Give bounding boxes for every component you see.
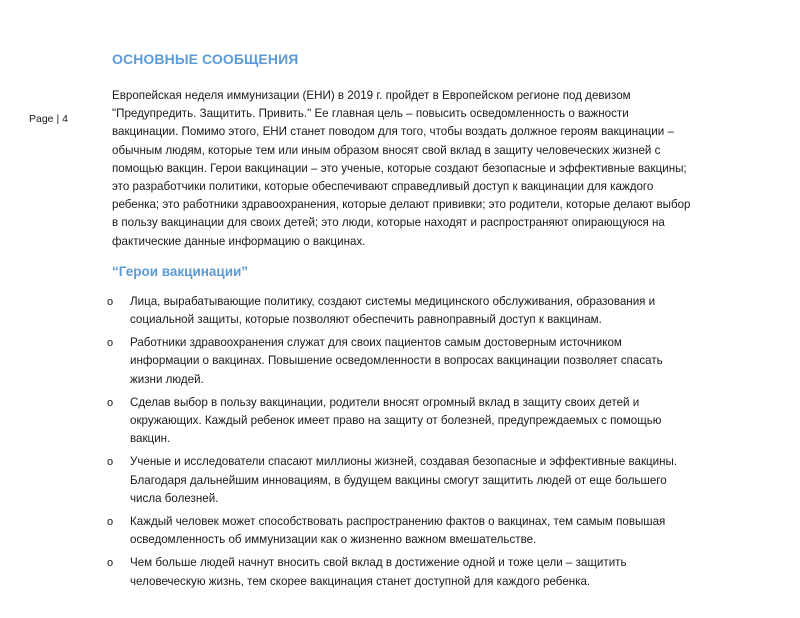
list-item: [107, 334, 694, 389]
list-item-text: Сделав выбор в пользу вакцинации, родители вносят огромный вклад в защиту своих детей и окружающих. Каждый ребенок имеет право на защиту от болезней, предупреждаемых с помощью вакцин.: [130, 395, 662, 446]
list-item-text: Лица, вырабатывающие политику, создают системы медицинского обслуживания, образования и социальной защиты, которые позволяют обеспечить равноправный доступ к вакцинам.: [130, 294, 656, 327]
bullet-marker-icon: o: [107, 516, 114, 529]
list-item: [107, 394, 694, 449]
bullet-marker-icon: o: [107, 396, 114, 409]
list-item-text: Работники здравоохранения служат для своих пациентов самым достоверным источником информации о вакцинах. Повышение осведомленности в вопросах вакцинации позволяет спасать жизни людей.: [130, 336, 663, 386]
subheading: “Герои вакцинации”: [112, 263, 249, 279]
section-title: ОСНОВНЫЕ СООБЩЕНИЯ: [112, 51, 299, 67]
bullet-marker-icon: o: [107, 295, 114, 308]
page-number: Page | 4: [29, 113, 68, 125]
list-item-text: Чем больше людей начнут вносить свой вклад в достижение одной и тоже цели – защитить человеческую жизнь, тем скорее вакцинация станет доступной для каждого ребенка.: [130, 556, 627, 588]
list-item-text: Ученые и исследователи спасают миллионы жизней, создавая безопасные и эффективные вакцины. Благодаря дальнейшим инновациям, в будущем вакцины смогут защитить людей от еще большего числа болезней.: [130, 455, 678, 505]
list-item: [107, 293, 694, 329]
intro-paragraph: Европейская неделя иммунизации (ЕНИ) в 2019 г. пройдет в Европейском регионе под девизом "Предупредить. Защитить. Привить." Ее главная цель – повысить осведомленность о важности вакцинации. Помимо этого, ЕНИ станет поводом для того, чтобы воздать должное героям вакцинации – обычным людям, которые тем или иным образом вносят свой вклад в защиту человеческих жизней с помощью вакцин. Герои вакцинации – это ученые, которые создают безопасные и эффективные вакцины; это разработчики политики, которые обеспечивают справедливый доступ к вакцинации для каждого ребенка; это работники здравоохранения, которые делают прививки; это родители, которые делают выбор в пользу вакцинации для своих детей; это люди, которые находят и распространяют опирающуюся на фактические данные информацию о вакцинах.: [112, 89, 691, 248]
bullet-list: [107, 293, 694, 591]
bullet-marker-icon: o: [107, 337, 114, 350]
list-item-text: Каждый человек может способствовать распространению фактов о вакцинах, тем самым повышая осведомленность об иммунизации как о жизненно важном вмешательстве.: [130, 515, 666, 547]
bullet-marker-icon: o: [107, 557, 114, 570]
list-item: [107, 453, 694, 508]
bullet-marker-icon: o: [107, 456, 114, 469]
list-item: [107, 554, 694, 590]
document-body: [107, 50, 694, 596]
list-item: [107, 513, 694, 549]
